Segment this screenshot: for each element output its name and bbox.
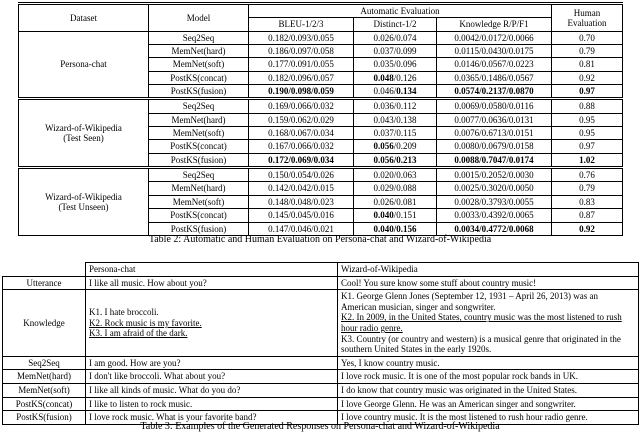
cell-line <box>341 334 635 355</box>
text-segment: 0.043/0.138 <box>373 114 417 125</box>
t2-header-model: Model <box>149 4 249 32</box>
t3-wizard-cell <box>338 290 639 357</box>
text-segment: I like all kinds of music. What do you do? <box>89 385 241 396</box>
t2-distinct-cell <box>354 209 437 222</box>
t2-model-cell: PostKS(fusion) <box>149 153 249 167</box>
cell-line <box>89 358 334 369</box>
text-segment: 0.79 <box>579 183 595 194</box>
cell-line <box>341 399 635 410</box>
t2-human-cell <box>552 99 623 113</box>
text-segment: 0.97 <box>579 141 595 152</box>
t3-row <box>3 370 639 384</box>
t2-model-cell: MemNet(soft) <box>149 127 249 140</box>
table3-body <box>3 276 639 424</box>
text-segment: K2. In 2009, in the United States, country music was the most listened to rush hour radio genre. <box>341 312 622 334</box>
text-segment: 0.79 <box>579 46 595 57</box>
text-segment: /0.209 <box>393 141 417 152</box>
t3-row-label: MemNet(soft) <box>3 384 86 398</box>
t2-human-cell <box>552 71 623 84</box>
t2-bleu-cell <box>249 31 354 44</box>
t2-knowledge-cell <box>437 85 552 99</box>
cell-line <box>89 328 334 339</box>
text-segment: I like all music. How about you? <box>89 277 207 288</box>
cell-line <box>341 278 635 289</box>
t2-header-row-1 <box>19 4 623 18</box>
t2-header-distinct: Distinct-1/2 <box>354 18 437 31</box>
t2-human-cell <box>552 113 623 126</box>
text-segment: 1.02 <box>579 154 595 165</box>
t3-persona-cell <box>86 384 338 398</box>
t2-header-knowledge: Knowledge R/P/F1 <box>437 18 552 31</box>
text-segment: 0.159/0.062/0.029 <box>268 114 334 125</box>
text-segment: K2. Rock music is my favorite. <box>89 317 202 328</box>
text-segment: I love George Glenn. He was an American singer and songwriter. <box>341 398 576 409</box>
t2-distinct-cell <box>354 58 437 71</box>
t2-bleu-cell <box>249 127 354 140</box>
t2-distinct-cell <box>354 113 437 126</box>
t2-bleu-cell <box>249 45 354 58</box>
t2-knowledge-cell <box>437 45 552 58</box>
table2-automatic-human-evaluation <box>18 2 623 236</box>
text-segment: 0.048 <box>373 72 394 83</box>
t2-model-cell: MemNet(hard) <box>149 113 249 126</box>
t2-knowledge-cell <box>437 153 552 167</box>
t2-bleu-cell <box>249 85 354 99</box>
t3-row-label: Knowledge <box>3 290 86 357</box>
t3-header-persona-chat: Persona-chat <box>86 263 338 277</box>
text-segment: I am good. How are you? <box>89 357 181 368</box>
text-segment: 0.134 <box>396 86 417 97</box>
text-segment: I love country music. It is the most listened to rush hour radio genre. <box>341 412 588 423</box>
t2-row <box>19 31 623 44</box>
text-segment: 0.145/0.045/0.016 <box>268 210 334 221</box>
text-segment: 0.040 <box>373 210 394 221</box>
t3-row <box>3 384 639 398</box>
t2-human-cell <box>552 140 623 153</box>
t3-row <box>3 276 639 290</box>
text-segment: 0.0077/0.0636/0.0131 <box>454 114 534 125</box>
text-segment: 0.95 <box>579 128 595 139</box>
t2-model-cell: Seq2Seq <box>149 99 249 113</box>
cell-line <box>89 399 334 410</box>
t2-header-human-evaluation: Human Evaluation <box>552 4 623 32</box>
t2-human-cell <box>552 209 623 222</box>
cell-line <box>89 278 334 289</box>
t2-distinct-cell <box>354 182 437 195</box>
t2-header-automatic-evaluation: Automatic Evaluation <box>249 4 552 18</box>
text-segment: 0.92 <box>579 72 595 83</box>
t2-distinct-cell <box>354 99 437 113</box>
t2-knowledge-cell <box>437 209 552 222</box>
t2-model-cell: Seq2Seq <box>149 31 249 44</box>
t2-row <box>19 99 623 113</box>
text-segment: 0.182/0.096/0.057 <box>268 72 334 83</box>
t2-header-bleu: BLEU-1/2/3 <box>249 18 354 31</box>
text-segment: 0.056 <box>373 141 394 152</box>
t2-header-dataset: Dataset <box>19 4 149 32</box>
text-segment: 0.168/0.067/0.034 <box>268 128 334 139</box>
t3-header-corner <box>3 263 86 277</box>
t2-knowledge-cell <box>437 31 552 44</box>
t2-model-cell: MemNet(hard) <box>149 45 249 58</box>
text-segment: 0.037/0.099 <box>373 46 417 57</box>
text-segment: 0.035/0.096 <box>373 59 417 70</box>
t3-row-label: MemNet(hard) <box>3 370 86 384</box>
text-segment: 0.95 <box>579 114 595 125</box>
t2-model-cell: PostKS(concat) <box>149 209 249 222</box>
text-segment: 0.0080/0.0679/0.0158 <box>454 141 534 152</box>
t2-model-cell: MemNet(soft) <box>149 58 249 71</box>
t2-knowledge-cell <box>437 113 552 126</box>
t3-row <box>3 356 639 370</box>
t2-bleu-cell <box>249 58 354 71</box>
text-segment: 0.029/0.088 <box>373 183 417 194</box>
text-segment: 0.0015/0.2052/0.0030 <box>454 170 534 181</box>
text-segment: 0.0115/0.0430/0.0175 <box>454 46 534 57</box>
t3-persona-cell <box>86 370 338 384</box>
t3-header-wizard-of-wikipedia: Wizard-of-Wikipedia <box>338 263 639 277</box>
text-segment: 0.87 <box>579 210 595 221</box>
t2-bleu-cell <box>249 113 354 126</box>
table2-caption: Table 2: Automatic and Human Evaluation on Persona-chat and Wizard-of-Wikipedia <box>148 234 492 245</box>
t2-row <box>19 168 623 182</box>
text-segment: 0.0028/0.3793/0.0055 <box>454 196 534 207</box>
text-segment: K3. Country (or country and western) is a musical genre that originated in the southern United States in the early 1920s. <box>341 333 621 355</box>
text-segment: I do know that country music was originated in the United States. <box>341 385 577 396</box>
text-segment: 0.0574/0.2137/0.0870 <box>454 86 534 97</box>
text-segment: 0.92 <box>579 223 595 234</box>
text-segment: 0.0025/0.3020/0.0050 <box>454 183 534 194</box>
text-segment: /0.126 <box>393 72 417 83</box>
text-segment: Cool! You sure know some stuff about country music! <box>341 277 537 288</box>
text-segment: 0.150/0.054/0.026 <box>268 170 334 181</box>
t3-persona-cell <box>86 356 338 370</box>
text-segment: 0.182/0.093/0.055 <box>268 32 334 43</box>
t2-bleu-cell <box>249 209 354 222</box>
cell-line <box>341 371 635 382</box>
text-segment: 0.020/0.063 <box>373 170 417 181</box>
text-segment: 0.97 <box>579 86 595 97</box>
t3-persona-cell <box>86 276 338 290</box>
text-segment: 0.81 <box>579 59 595 70</box>
text-segment: 0.177/0.091/0.055 <box>268 59 334 70</box>
text-segment: 0.88 <box>579 101 595 112</box>
t2-model-cell: PostKS(concat) <box>149 71 249 84</box>
text-segment: I don't like broccoli. What about you? <box>89 371 226 382</box>
t2-human-cell <box>552 127 623 140</box>
t2-knowledge-cell <box>437 127 552 140</box>
t2-distinct-cell <box>354 195 437 208</box>
t2-distinct-cell <box>354 45 437 58</box>
t3-row-label: PostKS(concat) <box>3 397 86 411</box>
t2-bleu-cell <box>249 153 354 167</box>
text-segment: K1. George Glenn Jones (September 12, 1931 – April 26, 2013) was an American musician, singer and songwriter. <box>341 291 599 312</box>
cell-line <box>89 318 334 329</box>
t2-human-cell <box>552 182 623 195</box>
t2-knowledge-cell <box>437 168 552 182</box>
t3-persona-cell <box>86 290 338 357</box>
t3-row-label: Seq2Seq <box>3 356 86 370</box>
t2-model-cell: PostKS(fusion) <box>149 85 249 99</box>
text-segment: 0.0365/0.1486/0.0567 <box>454 72 534 83</box>
t3-row <box>3 290 639 357</box>
t2-knowledge-cell <box>437 182 552 195</box>
text-segment: 0.172/0.069/0.034 <box>268 154 334 165</box>
text-segment: 0.026/0.074 <box>373 32 417 43</box>
t3-wizard-cell <box>338 370 639 384</box>
t2-bleu-cell <box>249 168 354 182</box>
text-segment: 0.037/0.115 <box>373 128 417 139</box>
t3-wizard-cell <box>338 397 639 411</box>
t2-knowledge-cell <box>437 71 552 84</box>
text-segment: 0.167/0.066/0.032 <box>268 141 334 152</box>
t2-knowledge-cell <box>437 140 552 153</box>
text-segment: K3. I am afraid of the dark. <box>89 328 188 339</box>
table3-caption: Table 3: Examples of the Generated Responses on Persona-chat and Wizard-of-Wikipedia <box>140 421 500 432</box>
text-segment: 0.036/0.112 <box>373 101 417 112</box>
text-segment: 0.046/ <box>373 86 397 97</box>
t2-distinct-cell <box>354 168 437 182</box>
text-segment: I like to listen to rock music. <box>89 398 193 409</box>
text-segment: /0.151 <box>393 210 417 221</box>
t2-bleu-cell <box>249 182 354 195</box>
t3-wizard-cell <box>338 276 639 290</box>
t2-bleu-cell <box>249 71 354 84</box>
t3-row-label: Utterance <box>3 276 86 290</box>
t2-dataset-cell: Persona-chat <box>19 31 149 99</box>
text-segment: 0.190/0.098/0.059 <box>268 86 334 97</box>
t3-wizard-cell <box>338 384 639 398</box>
text-segment: I love rock music. It is one of the most popular rock bands in UK. <box>341 371 578 382</box>
t2-human-cell <box>552 195 623 208</box>
t2-dataset-cell: Wizard-of-Wikipedia (Test Seen) <box>19 99 149 168</box>
text-segment: 0.0076/0.6713/0.0151 <box>454 128 534 139</box>
t2-knowledge-cell <box>437 195 552 208</box>
t3-persona-cell <box>86 397 338 411</box>
cell-line <box>341 312 635 333</box>
t2-bleu-cell <box>249 99 354 113</box>
text-segment: 0.040/0.156 <box>373 223 417 234</box>
text-segment: K1. I hate broccoli. <box>89 307 159 318</box>
text-segment: 0.0088/0.7047/0.0174 <box>454 154 534 165</box>
cell-line <box>89 385 334 396</box>
t2-distinct-cell <box>354 31 437 44</box>
t2-distinct-cell <box>354 127 437 140</box>
t2-model-cell: PostKS(concat) <box>149 140 249 153</box>
t2-bleu-cell <box>249 195 354 208</box>
text-segment: 0.169/0.066/0.032 <box>268 101 334 112</box>
t2-distinct-cell <box>354 71 437 84</box>
table3-generated-responses <box>2 262 639 425</box>
text-segment: 0.76 <box>579 170 595 181</box>
cell-line <box>89 371 334 382</box>
t2-distinct-cell <box>354 153 437 167</box>
cell-line <box>341 385 635 396</box>
text-segment: 0.0042/0.0172/0.0066 <box>454 32 534 43</box>
t2-distinct-cell <box>354 85 437 99</box>
text-segment: 0.0146/0.0567/0.0223 <box>454 59 534 70</box>
cell-line <box>341 358 635 369</box>
text-segment: 0.186/0.097/0.058 <box>268 46 334 57</box>
text-segment: I love rock music. What is your favorite band? <box>89 412 257 423</box>
t2-human-cell <box>552 168 623 182</box>
t3-wizard-cell <box>338 356 639 370</box>
text-segment: 0.026/0.081 <box>373 196 417 207</box>
t2-distinct-cell <box>354 140 437 153</box>
text-segment: 0.70 <box>579 32 595 43</box>
text-segment: Yes, I know country music. <box>341 357 440 368</box>
text-segment: 0.148/0.048/0.023 <box>268 196 334 207</box>
t2-model-cell: Seq2Seq <box>149 168 249 182</box>
text-segment: 0.142/0.042/0.015 <box>268 183 334 194</box>
t2-human-cell <box>552 153 623 167</box>
t3-header-row <box>3 263 639 277</box>
t2-dataset-cell: Wizard-of-Wikipedia (Test Unseen) <box>19 168 149 236</box>
text-segment: 0.0034/0.4772/0.0068 <box>454 223 534 234</box>
text-segment: 0.0033/0.4392/0.0065 <box>454 210 534 221</box>
cell-line <box>89 307 334 318</box>
table2-header <box>19 4 623 32</box>
t3-row <box>3 397 639 411</box>
t2-model-cell: MemNet(soft) <box>149 195 249 208</box>
t2-human-cell <box>552 85 623 99</box>
cell-line <box>341 291 635 312</box>
t2-human-cell <box>552 31 623 44</box>
t2-knowledge-cell <box>437 99 552 113</box>
t2-knowledge-cell <box>437 58 552 71</box>
t2-human-cell <box>552 58 623 71</box>
table2-body <box>19 31 623 235</box>
t2-model-cell: MemNet(hard) <box>149 182 249 195</box>
t2-bleu-cell <box>249 140 354 153</box>
text-segment: 0.0069/0.0580/0.0116 <box>454 101 534 112</box>
t2-model-cell: PostKS(fusion) <box>149 222 249 235</box>
table3-header <box>3 263 639 277</box>
text-segment: 0.147/0.046/0.021 <box>268 223 334 234</box>
t2-human-cell <box>552 45 623 58</box>
t3-row-label: PostKS(fusion) <box>3 411 86 425</box>
text-segment: 0.056/0.213 <box>373 154 417 165</box>
text-segment: 0.83 <box>579 196 595 207</box>
